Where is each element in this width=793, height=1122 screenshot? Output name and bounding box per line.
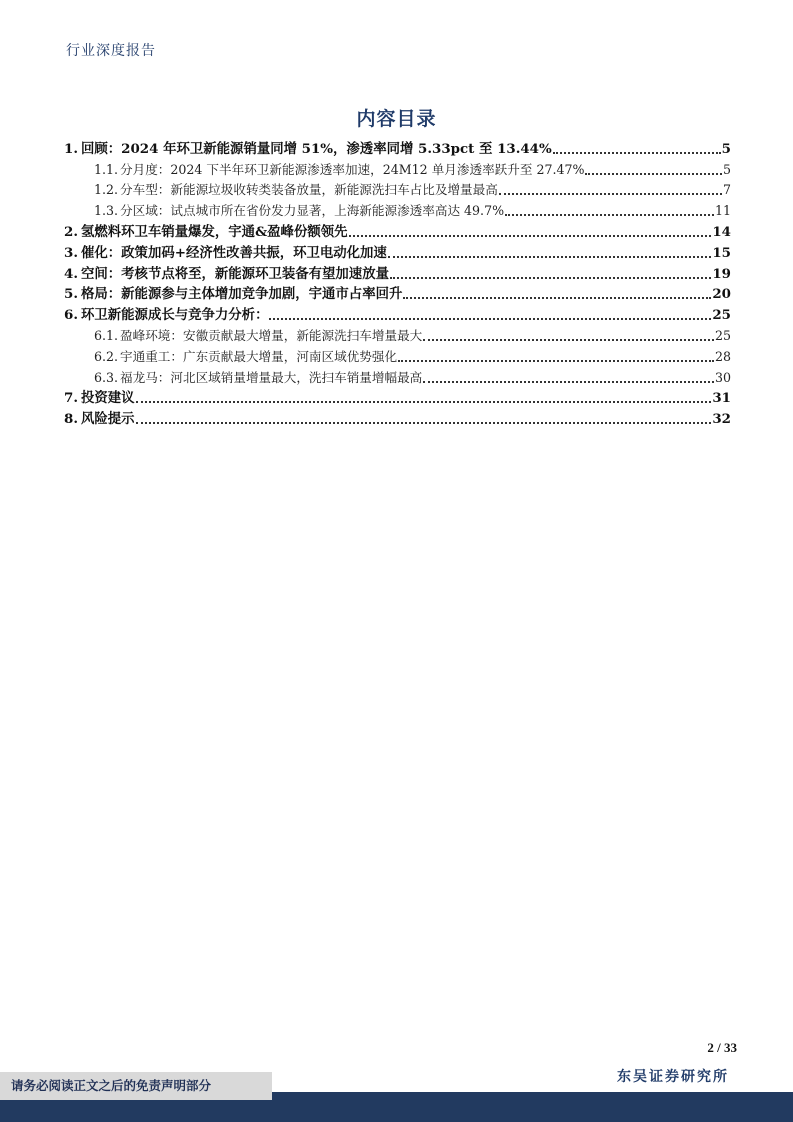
toc-entry-page: 14 — [712, 223, 731, 240]
toc-leader-dots — [398, 360, 714, 362]
toc-entry-number: 6. — [64, 307, 78, 324]
toc-entry-number: 1. — [64, 140, 78, 157]
toc-leader-dots — [585, 173, 722, 175]
toc-entry-page: 25 — [714, 327, 731, 343]
toc-leader-dots — [553, 152, 721, 154]
toc-entry-page: 30 — [714, 369, 731, 385]
toc-entry-title: 分月度：2024 下半年环卫新能源渗透率加速，24M12 单月渗透率跃升至 27.47% — [120, 161, 585, 177]
toc-entry-page: 11 — [714, 203, 731, 219]
toc-entry[interactable] — [64, 408, 731, 429]
toc-entry-title: 催化：政策加码+经济性改善共振，环卫电动化加速 — [81, 244, 387, 261]
toc-entry-number: 6.2. — [94, 348, 119, 364]
toc-entry[interactable] — [64, 200, 731, 221]
toc-entry-title: 福龙马：河北区域销量增量最大，洗扫车销量增幅最高 — [120, 369, 423, 385]
toc-leader-dots — [390, 277, 711, 279]
toc-entry-number: 1.3. — [94, 203, 119, 219]
toc-entry-number: 2. — [64, 223, 78, 240]
toc-title: 内容目录 — [356, 108, 437, 130]
toc-entry[interactable] — [64, 242, 731, 263]
toc-entry-number: 3. — [64, 244, 78, 261]
toc-entry-number: 7. — [64, 390, 78, 407]
toc-entry-number: 6.3. — [94, 369, 119, 385]
toc-entry-title: 格局：新能源参与主体增加竞争加剧，宇通市占率回升 — [81, 286, 403, 303]
toc-entry-number: 4. — [64, 265, 78, 282]
toc-entry[interactable] — [64, 284, 731, 305]
toc-entry[interactable] — [64, 263, 731, 284]
toc-leader-dots — [388, 256, 712, 258]
toc-entry-page: 5 — [721, 140, 731, 157]
page-number: 2 / 33 — [707, 1040, 737, 1055]
toc-list — [64, 138, 731, 429]
toc-entry-number: 1.2. — [94, 182, 119, 198]
toc-entry-page: 15 — [712, 244, 731, 261]
toc-entry-title: 分车型：新能源垃圾收转类装备放量，新能源洗扫车占比及增量最高 — [120, 182, 498, 198]
toc-entry-number: 1.1. — [94, 161, 119, 177]
toc-entry[interactable] — [64, 388, 731, 409]
toc-leader-dots — [423, 381, 714, 383]
toc-entry-page: 5 — [722, 161, 731, 177]
toc-entry[interactable] — [64, 159, 731, 180]
toc-leader-dots — [423, 339, 714, 341]
toc-entry-number: 5. — [64, 286, 78, 303]
toc-entry-title: 氢燃料环卫车销量爆发，宇通&盈峰份额领先 — [81, 223, 348, 240]
toc-entry[interactable] — [64, 221, 731, 242]
toc-entry-title: 回顾：2024 年环卫新能源销量同增 51%，渗透率同增 5.33pct 至 13.44% — [81, 140, 552, 157]
toc-entry-page: 32 — [712, 411, 731, 428]
toc-entry-page: 28 — [714, 348, 731, 364]
toc-entry-page: 20 — [712, 286, 731, 303]
toc-entry-title: 环卫新能源成长与竞争力分析： — [81, 307, 269, 324]
toc-entry[interactable] — [64, 325, 731, 346]
firm-name: 东吴证券研究所 — [617, 1069, 729, 1085]
toc-entry-page: 19 — [712, 265, 731, 282]
toc-entry-title: 分区域：试点城市所在省份发力显著，上海新能源渗透率高达 49.7% — [120, 203, 505, 219]
toc-entry[interactable] — [64, 346, 731, 367]
toc-entry-title: 盈峰环境：安徽贡献最大增量，新能源洗扫车增量最大 — [120, 327, 423, 343]
report-type-header: 行业深度报告 — [66, 43, 156, 59]
toc-entry[interactable] — [64, 180, 731, 201]
toc-entry[interactable] — [64, 138, 731, 159]
toc-leader-dots — [499, 193, 722, 195]
toc-leader-dots — [136, 401, 712, 403]
disclaimer-note: 请务必阅读正文之后的免责声明部分 — [0, 1072, 272, 1100]
toc-entry[interactable] — [64, 304, 731, 325]
toc-leader-dots — [403, 297, 711, 299]
toc-entry-title: 空间：考核节点将至，新能源环卫装备有望加速放量 — [81, 265, 389, 282]
toc-entry-title: 投资建议 — [81, 390, 135, 407]
toc-leader-dots — [349, 235, 712, 237]
toc-leader-dots — [269, 318, 711, 320]
toc-entry-title: 风险提示 — [81, 411, 135, 428]
toc-entry-number: 6.1. — [94, 327, 119, 343]
toc-entry-page: 25 — [712, 307, 731, 324]
toc-entry-title: 宇通重工：广东贡献最大增量，河南区域优势强化 — [120, 348, 398, 364]
toc-entry-page: 7 — [722, 182, 731, 198]
toc-leader-dots — [505, 214, 714, 216]
toc-entry-number: 8. — [64, 411, 78, 428]
toc-leader-dots — [136, 422, 712, 424]
toc-entry[interactable] — [64, 367, 731, 388]
toc-entry-page: 31 — [712, 390, 731, 407]
